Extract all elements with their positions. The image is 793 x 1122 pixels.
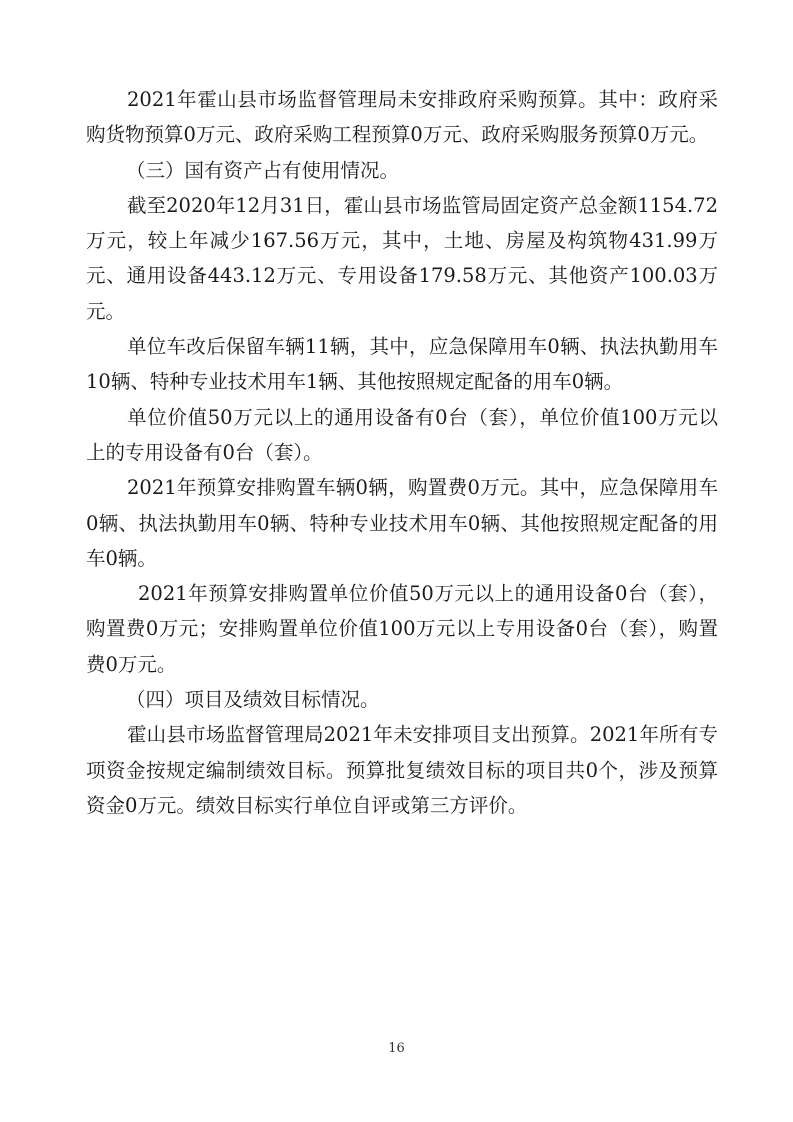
paragraph-fixed-assets: 截至2020年12月31日，霍山县市场监管局固定资产总金额1154.72万元，较上年减少167.56万元，其中，土地、房屋及构筑物431.99万元、通用设备443.12万元、专用设备179.58万元、其他资产100.03万元。 [86,193,718,323]
document-body [86,82,718,823]
section-heading-state-assets: （三）国有资产占有使用情况。 [126,158,400,182]
paragraph-project-performance: 霍山县市场监督管理局2021年未安排项目支出预算。2021年所有专项资金按规定编制绩效目标。预算批复绩效目标的项目共0个，涉及预算资金0万元。绩效目标实行单位自评或第三方评价。 [86,723,718,817]
paragraph-procurement-budget: 2021年霍山县市场监督管理局未安排政府采购预算。其中：政府采购货物预算0万元、政府采购工程预算0万元、政府采购服务预算0万元。 [86,88,718,147]
paragraph-equipment-purchase-budget: 2021年预算安排购置单位价值50万元以上的通用设备0台（套），购置费0万元；安排购置单位价值100万元以上专用设备0台（套），购置费0万元。 [86,582,718,676]
page-number: 16 [388,1041,405,1056]
paragraph-vehicle-purchase-budget: 2021年预算安排购置车辆0辆，购置费0万元。其中，应急保障用车0辆、执法执勤用车0辆、特种专业技术用车0辆、其他按照规定配备的用车0辆。 [86,476,718,570]
paragraph-vehicles-retained: 单位车改后保留车辆11辆，其中，应急保障用车0辆、执法执勤用车10辆、特种专业技术用车1辆、其他按照规定配备的用车0辆。 [86,335,718,394]
section-heading-performance-goals: （四）项目及绩效目标情况。 [126,688,380,712]
paragraph-equipment-value: 单位价值50万元以上的通用设备有0台（套），单位价值100万元以上的专用设备有0台（套）。 [86,405,718,464]
